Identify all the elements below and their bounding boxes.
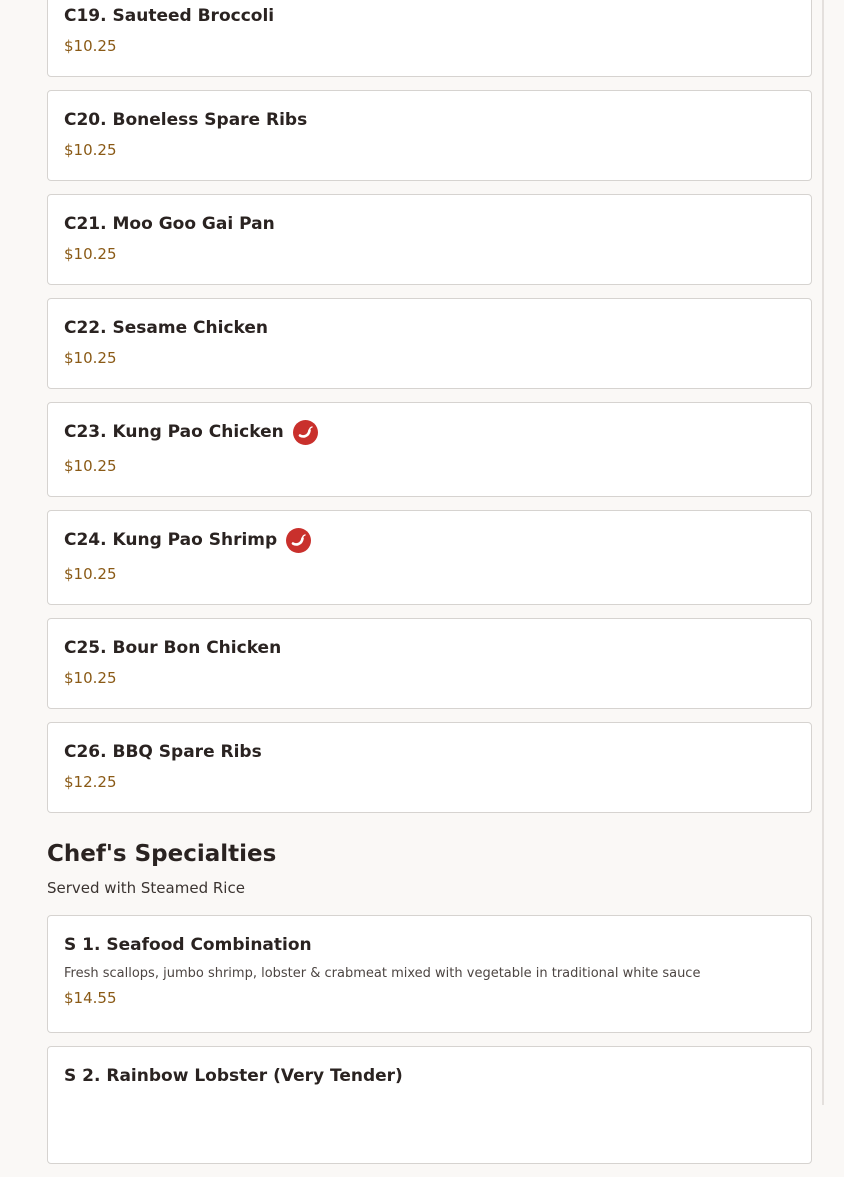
menu-item-card[interactable] bbox=[47, 915, 812, 1033]
menu-item-card[interactable] bbox=[47, 722, 812, 813]
item-name: C20. Boneless Spare Ribs bbox=[64, 110, 308, 130]
item-name: S 1. Seafood Combination bbox=[64, 935, 312, 955]
item-price: $12.25 bbox=[64, 773, 117, 791]
section-title: Chef's Specialties bbox=[47, 841, 277, 867]
item-name: C22. Sesame Chicken bbox=[64, 318, 268, 338]
item-name: C21. Moo Goo Gai Pan bbox=[64, 214, 275, 234]
menu-item-card[interactable] bbox=[47, 90, 812, 181]
menu-item-card[interactable] bbox=[47, 618, 812, 709]
item-price: $14.55 bbox=[64, 989, 117, 1007]
chili-pepper-icon bbox=[286, 528, 311, 553]
item-name: C23. Kung Pao Chicken bbox=[64, 422, 284, 442]
item-name: C25. Bour Bon Chicken bbox=[64, 638, 282, 658]
menu-item-card[interactable] bbox=[47, 510, 812, 605]
menu-list bbox=[47, 0, 812, 1177]
page-divider bbox=[822, 0, 824, 1105]
item-price: $10.25 bbox=[64, 669, 117, 687]
section-header bbox=[47, 841, 812, 897]
menu-item-card[interactable] bbox=[47, 402, 812, 497]
item-name: C19. Sauteed Broccoli bbox=[64, 6, 275, 26]
item-price: $10.25 bbox=[64, 245, 117, 263]
item-price: $10.25 bbox=[64, 565, 117, 583]
item-description: Fresh scallops, jumbo shrimp, lobster & crabmeat mixed with vegetable in traditional white sauce bbox=[64, 966, 701, 981]
section-subtitle: Served with Steamed Rice bbox=[47, 879, 245, 897]
menu-item-card[interactable] bbox=[47, 298, 812, 389]
menu-item-card[interactable] bbox=[47, 1046, 812, 1164]
item-name: C24. Kung Pao Shrimp bbox=[64, 530, 278, 550]
item-name: S 2. Rainbow Lobster (Very Tender) bbox=[64, 1066, 403, 1086]
chili-pepper-icon bbox=[293, 420, 318, 445]
item-price: $10.25 bbox=[64, 141, 117, 159]
menu-item-card[interactable] bbox=[47, 0, 812, 77]
item-price: $10.25 bbox=[64, 457, 117, 475]
menu-item-card[interactable] bbox=[47, 194, 812, 285]
item-price: $10.25 bbox=[64, 349, 117, 367]
item-name: C26. BBQ Spare Ribs bbox=[64, 742, 262, 762]
item-price: $10.25 bbox=[64, 37, 117, 55]
